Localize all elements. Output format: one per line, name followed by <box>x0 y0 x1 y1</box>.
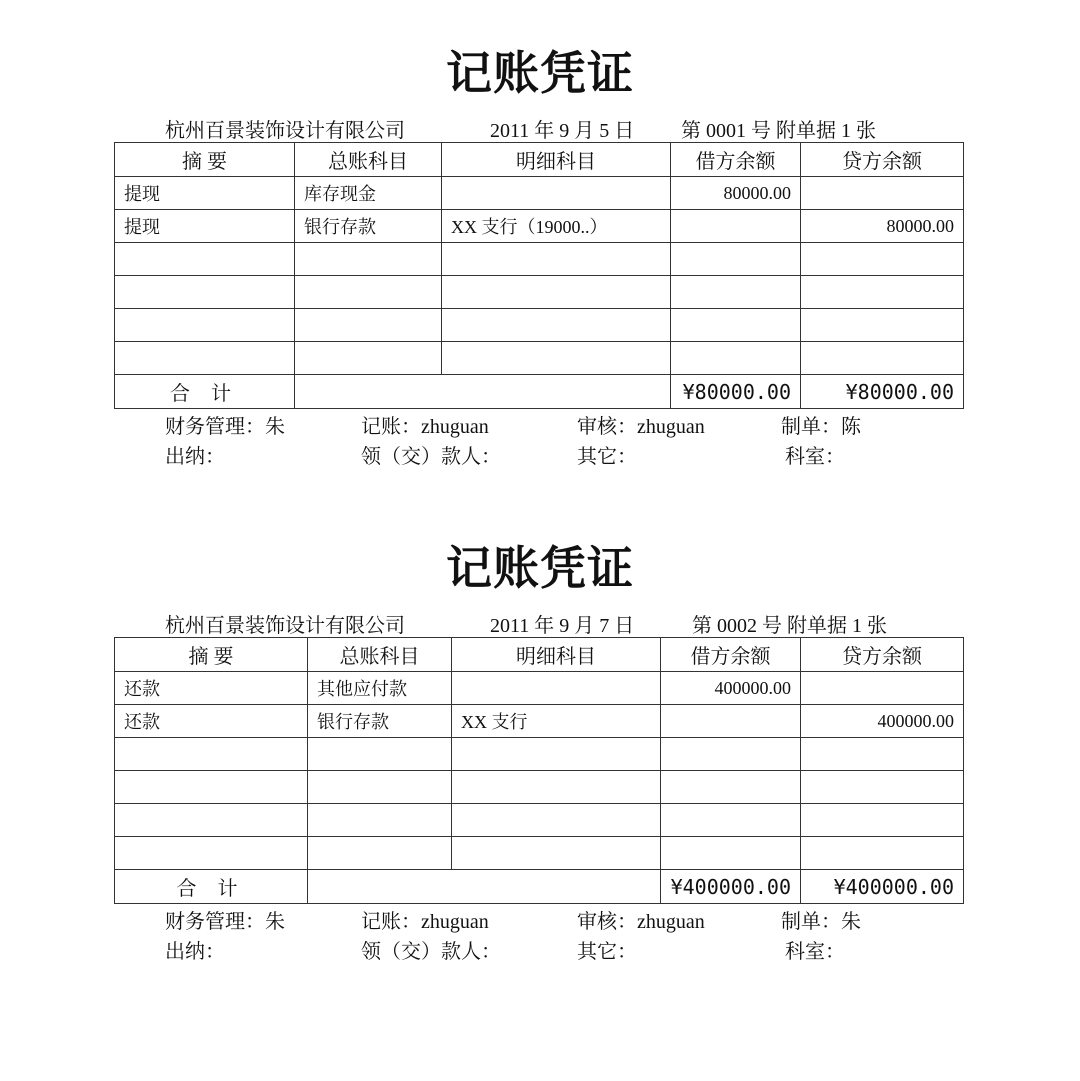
sign-cashier: 出纳： <box>165 446 225 468</box>
total-label: 合 计 <box>115 870 308 904</box>
header-summary: 摘 要 <box>115 143 295 177</box>
voucher-title: 记账凭证 <box>446 46 634 100</box>
voucher-table <box>114 637 964 904</box>
cell-summary: 还款 <box>115 705 308 738</box>
sign-receiver: 领（交）款人： <box>361 941 501 963</box>
header-detail-account: 明细科目 <box>452 638 661 672</box>
cell-general-account: 其他应付款 <box>308 672 452 705</box>
cell-detail-account: XX 支行 <box>452 705 661 738</box>
cell-debit <box>671 210 801 243</box>
cell-debit <box>671 309 801 342</box>
header-credit: 贷方余额 <box>801 143 964 177</box>
header-general-account: 总账科目 <box>308 638 452 672</box>
total-blank <box>295 375 671 409</box>
sign-auditor: 审核：zhuguan <box>577 911 705 933</box>
cell-general-account <box>308 837 452 870</box>
header-credit: 贷方余额 <box>801 638 964 672</box>
sign-office: 科室： <box>785 446 845 468</box>
total-row <box>115 375 964 409</box>
table-row <box>115 837 964 870</box>
cell-summary <box>115 276 295 309</box>
total-credit: ¥400000.00 <box>801 870 964 904</box>
total-label: 合 计 <box>115 375 295 409</box>
cell-summary <box>115 771 308 804</box>
cell-detail-account <box>452 804 661 837</box>
cell-credit <box>801 276 964 309</box>
cell-credit <box>801 309 964 342</box>
table-row <box>115 738 964 771</box>
sign-bookkeeper: 记账：zhuguan <box>361 416 489 438</box>
table-row <box>115 771 964 804</box>
voucher <box>0 40 1080 468</box>
table-row <box>115 210 964 243</box>
cell-credit <box>801 243 964 276</box>
voucher-date: 2011 年 9 月 7 日 <box>490 615 635 637</box>
cell-summary <box>115 243 295 276</box>
cell-general-account <box>308 804 452 837</box>
cell-debit: 400000.00 <box>661 672 801 705</box>
cell-debit <box>661 837 801 870</box>
cell-credit: 400000.00 <box>801 705 964 738</box>
cell-credit <box>801 738 964 771</box>
cell-debit <box>661 771 801 804</box>
cell-debit <box>661 738 801 771</box>
cell-general-account <box>308 771 452 804</box>
table-header-row <box>115 143 964 177</box>
header-summary: 摘 要 <box>115 638 308 672</box>
sign-office: 科室： <box>785 941 845 963</box>
cell-debit <box>671 276 801 309</box>
cell-general-account <box>308 738 452 771</box>
table-row <box>115 276 964 309</box>
sign-auditor: 审核：zhuguan <box>577 416 705 438</box>
cell-summary <box>115 738 308 771</box>
cell-credit <box>801 771 964 804</box>
sign-other: 其它： <box>577 941 637 963</box>
table-row <box>115 309 964 342</box>
sign-finance: 财务管理：朱 <box>165 416 285 438</box>
company-name: 杭州百景装饰设计有限公司 <box>165 120 405 142</box>
table-row <box>115 672 964 705</box>
cell-detail-account <box>452 771 661 804</box>
cell-detail-account <box>452 738 661 771</box>
cell-summary <box>115 837 308 870</box>
voucher-number: 第 0002 号 附单据 1 张 <box>692 615 887 637</box>
header-debit: 借方余额 <box>661 638 801 672</box>
cell-detail-account <box>442 309 671 342</box>
table-row <box>115 243 964 276</box>
header-general-account: 总账科目 <box>295 143 442 177</box>
cell-general-account: 库存现金 <box>295 177 442 210</box>
table-header-row <box>115 638 964 672</box>
total-blank <box>308 870 661 904</box>
cell-credit <box>801 342 964 375</box>
total-debit: ¥80000.00 <box>671 375 801 409</box>
total-debit: ¥400000.00 <box>661 870 801 904</box>
cell-debit: 80000.00 <box>671 177 801 210</box>
cell-credit: 80000.00 <box>801 210 964 243</box>
cell-summary: 提现 <box>115 210 295 243</box>
cell-detail-account <box>452 672 661 705</box>
voucher <box>0 535 1080 963</box>
sign-preparer: 制单：陈 <box>781 416 861 438</box>
cell-general-account <box>295 309 442 342</box>
table-row <box>115 705 964 738</box>
sign-receiver: 领（交）款人： <box>361 446 501 468</box>
cell-summary <box>115 309 295 342</box>
cell-debit <box>661 705 801 738</box>
sign-finance: 财务管理：朱 <box>165 911 285 933</box>
voucher-table <box>114 142 964 409</box>
cell-debit <box>661 804 801 837</box>
cell-detail-account <box>442 276 671 309</box>
cell-summary <box>115 804 308 837</box>
header-debit: 借方余额 <box>671 143 801 177</box>
table-row <box>115 177 964 210</box>
table-row <box>115 804 964 837</box>
cell-credit <box>801 837 964 870</box>
cell-general-account <box>295 342 442 375</box>
cell-credit <box>801 672 964 705</box>
cell-summary: 提现 <box>115 177 295 210</box>
cell-summary <box>115 342 295 375</box>
sign-cashier: 出纳： <box>165 941 225 963</box>
cell-credit <box>801 177 964 210</box>
cell-detail-account <box>442 243 671 276</box>
cell-credit <box>801 804 964 837</box>
cell-general-account: 银行存款 <box>295 210 442 243</box>
cell-detail-account <box>442 342 671 375</box>
voucher-number: 第 0001 号 附单据 1 张 <box>681 120 876 142</box>
cell-general-account <box>295 276 442 309</box>
total-credit: ¥80000.00 <box>801 375 964 409</box>
cell-debit <box>671 342 801 375</box>
voucher-date: 2011 年 9 月 5 日 <box>490 120 635 142</box>
voucher-title: 记账凭证 <box>446 541 634 595</box>
cell-debit <box>671 243 801 276</box>
cell-detail-account <box>442 177 671 210</box>
cell-general-account <box>295 243 442 276</box>
voucher-meta <box>0 106 1080 142</box>
total-row <box>115 870 964 904</box>
cell-detail-account <box>452 837 661 870</box>
cell-summary: 还款 <box>115 672 308 705</box>
header-detail-account: 明细科目 <box>442 143 671 177</box>
cell-general-account: 银行存款 <box>308 705 452 738</box>
sign-bookkeeper: 记账：zhuguan <box>361 911 489 933</box>
sign-preparer: 制单：朱 <box>781 911 861 933</box>
company-name: 杭州百景装饰设计有限公司 <box>165 615 405 637</box>
voucher-meta <box>0 601 1080 637</box>
sign-other: 其它： <box>577 446 637 468</box>
cell-detail-account: XX 支行（19000..） <box>442 210 671 243</box>
table-row <box>115 342 964 375</box>
